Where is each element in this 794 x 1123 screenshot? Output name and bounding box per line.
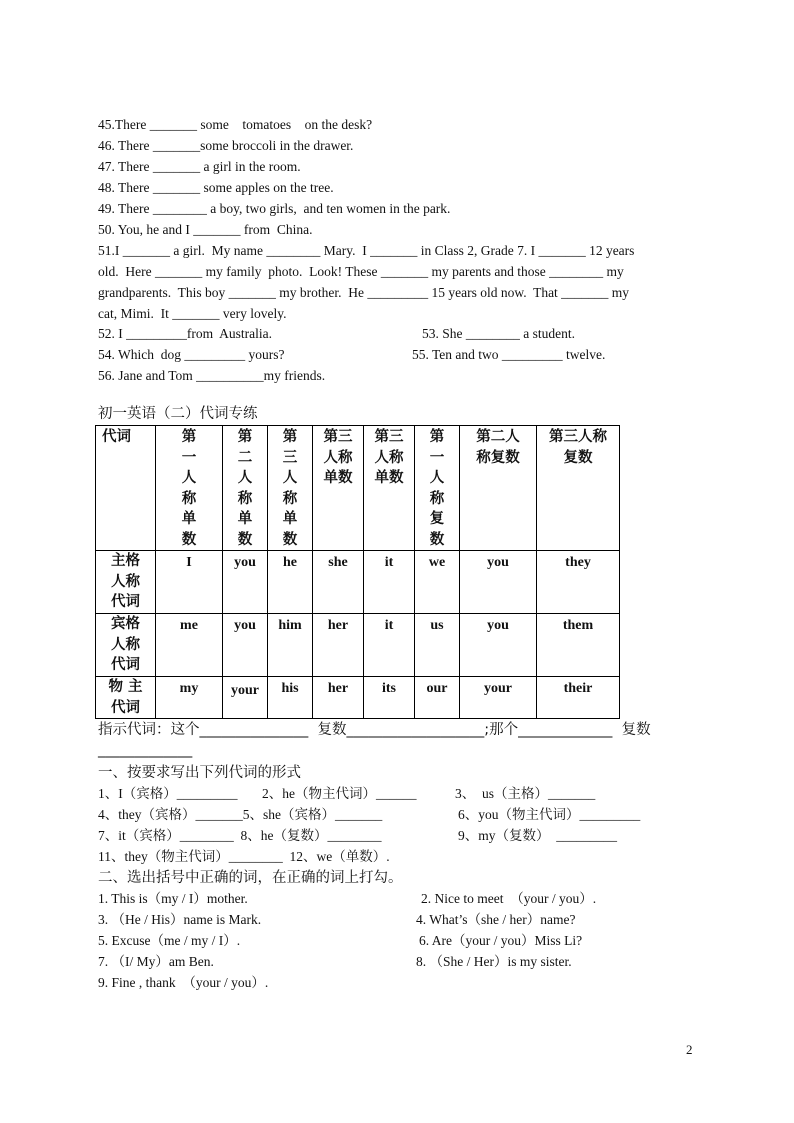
cell-text: your bbox=[231, 683, 259, 698]
table-cell: you bbox=[223, 614, 268, 677]
table-cell bbox=[223, 677, 268, 719]
table-cell: you bbox=[460, 614, 537, 677]
table-header-row bbox=[96, 426, 620, 551]
table-cell: their bbox=[537, 677, 620, 719]
section-title: 初一英语（二）代词专练 bbox=[98, 406, 258, 422]
table-cell: our bbox=[415, 677, 460, 719]
part1-title: 一、按要求写出下列代词的形式 bbox=[98, 765, 301, 781]
part1-item-1: 1、I（宾格）_________ bbox=[98, 786, 238, 801]
part2-q4: 4. What’s（she / her）name? bbox=[416, 912, 576, 927]
part1-item-2: 2、he（物主代词）______ bbox=[262, 786, 417, 801]
header-text: 第二人称单数 bbox=[237, 429, 253, 548]
exercise-54: 54. Which dog _________ yours? bbox=[98, 347, 285, 362]
table-cell: you bbox=[223, 551, 268, 614]
table-cell: its bbox=[364, 677, 415, 719]
table-cell: her bbox=[313, 614, 364, 677]
part1-items-7-8: 7、it（宾格）________ 8、he（复数）________ bbox=[98, 828, 382, 843]
part2-q3: 3. （He / His）name is Mark. bbox=[98, 912, 262, 927]
part2-title: 二、选出括号中正确的词，在正确的词上打勾。 bbox=[98, 870, 403, 886]
header-text: 第一人称单数 bbox=[181, 429, 197, 548]
header-text: 第三人称单数 bbox=[323, 429, 353, 486]
part2-q2: 2. Nice to meet （your / you）. bbox=[421, 891, 597, 906]
part2-q6: 6. Are（your / you）Miss Li? bbox=[419, 933, 583, 948]
table-cell: us bbox=[415, 614, 460, 677]
demonstrative-line-2: _____________ bbox=[98, 742, 193, 758]
table-row bbox=[96, 677, 620, 719]
header-text: 第二人称复数 bbox=[476, 429, 520, 466]
part1-item-3: 3、 us（主格）_______ bbox=[455, 786, 596, 801]
table-cell: him bbox=[268, 614, 313, 677]
table-corner: 代词 bbox=[96, 426, 156, 551]
exercise-51-line-4: cat, Mimi. It _______ very lovely. bbox=[98, 306, 287, 321]
exercise-51-line-2: old. Here _______ my family photo. Look! These _______ my parents and those ________ my bbox=[98, 264, 624, 279]
row-label-text: 物 主代词 bbox=[108, 679, 143, 716]
table-cell: you bbox=[460, 551, 537, 614]
part2-q7: 7. （I/ My）am Ben. bbox=[98, 954, 214, 969]
exercise-55: 55. Ten and two _________ twelve. bbox=[412, 347, 606, 362]
table-header bbox=[537, 426, 620, 551]
table-cell: her bbox=[313, 677, 364, 719]
table-row bbox=[96, 614, 620, 677]
part2-q1: 1. This is（my / I）mother. bbox=[98, 891, 248, 906]
exercise-48: 48. There _______ some apples on the tree. bbox=[98, 180, 334, 195]
table-header bbox=[313, 426, 364, 551]
demonstrative-line-1: 指示代词：这个_______________ 复数___________________;那个_____________ 复数 bbox=[98, 722, 651, 738]
table-header bbox=[156, 426, 223, 551]
part1-items-4-5: 4、they（宾格）_______5、she（宾格）_______ bbox=[98, 807, 383, 822]
part1-item-9: 9、my（复数） _________ bbox=[458, 828, 618, 843]
header-text: 第一人称复数 bbox=[429, 429, 445, 548]
table-cell: we bbox=[415, 551, 460, 614]
exercise-46: 46. There _______some broccoli in the drawer. bbox=[98, 138, 354, 153]
table-cell: it bbox=[364, 614, 415, 677]
exercise-47: 47. There _______ a girl in the room. bbox=[98, 159, 301, 174]
table-row bbox=[96, 551, 620, 614]
part1-item-6: 6、you（物主代词）_________ bbox=[458, 807, 641, 822]
exercise-51-line-1: 51.I _______ a girl. My name ________ Mary. I _______ in Class 2, Grade 7. I _______ 12 years bbox=[98, 243, 635, 258]
exercise-53: 53. She ________ a student. bbox=[422, 326, 575, 341]
table-cell: my bbox=[156, 677, 223, 719]
table-header bbox=[364, 426, 415, 551]
part2-q9: 9. Fine , thank （your / you）. bbox=[98, 975, 269, 990]
table-header bbox=[460, 426, 537, 551]
part2-q8: 8. （She / Her）is my sister. bbox=[416, 954, 572, 969]
table-cell: your bbox=[460, 677, 537, 719]
table-cell: them bbox=[537, 614, 620, 677]
pronoun-table bbox=[95, 425, 620, 719]
table-cell: I bbox=[156, 551, 223, 614]
part2-q5: 5. Excuse（me / my / I）. bbox=[98, 933, 241, 948]
exercise-50: 50. You, he and I _______ from China. bbox=[98, 222, 313, 237]
header-text: 第三人称单数 bbox=[282, 429, 298, 548]
row-label bbox=[96, 614, 156, 677]
row-label-text: 宾格人称代词 bbox=[111, 616, 140, 673]
table-cell: they bbox=[537, 551, 620, 614]
table-cell: it bbox=[364, 551, 415, 614]
exercise-45: 45.There _______ some tomatoes on the desk? bbox=[98, 117, 373, 132]
row-label-text: 主格人称代词 bbox=[111, 553, 140, 610]
exercise-51-line-3: grandparents. This boy _______ my brother. He _________ 15 years old now. That _______ my bbox=[98, 285, 630, 300]
row-label bbox=[96, 677, 156, 719]
table-header bbox=[268, 426, 313, 551]
table-header bbox=[415, 426, 460, 551]
page-number: 2 bbox=[686, 1042, 693, 1057]
table-cell: me bbox=[156, 614, 223, 677]
header-text: 第三人称复数 bbox=[549, 429, 607, 466]
exercise-49: 49. There ________ a boy, two girls, and ten women in the park. bbox=[98, 201, 451, 216]
table-cell: his bbox=[268, 677, 313, 719]
table-header bbox=[223, 426, 268, 551]
exercise-52: 52. I _________from Australia. bbox=[98, 326, 272, 341]
row-label bbox=[96, 551, 156, 614]
part1-items-11-12: 11、they（物主代词）________ 12、we（单数）. bbox=[98, 849, 390, 864]
header-text: 第三人称单数 bbox=[374, 429, 404, 486]
table-cell: he bbox=[268, 551, 313, 614]
table-cell: she bbox=[313, 551, 364, 614]
exercise-56: 56. Jane and Tom __________my friends. bbox=[98, 368, 326, 383]
